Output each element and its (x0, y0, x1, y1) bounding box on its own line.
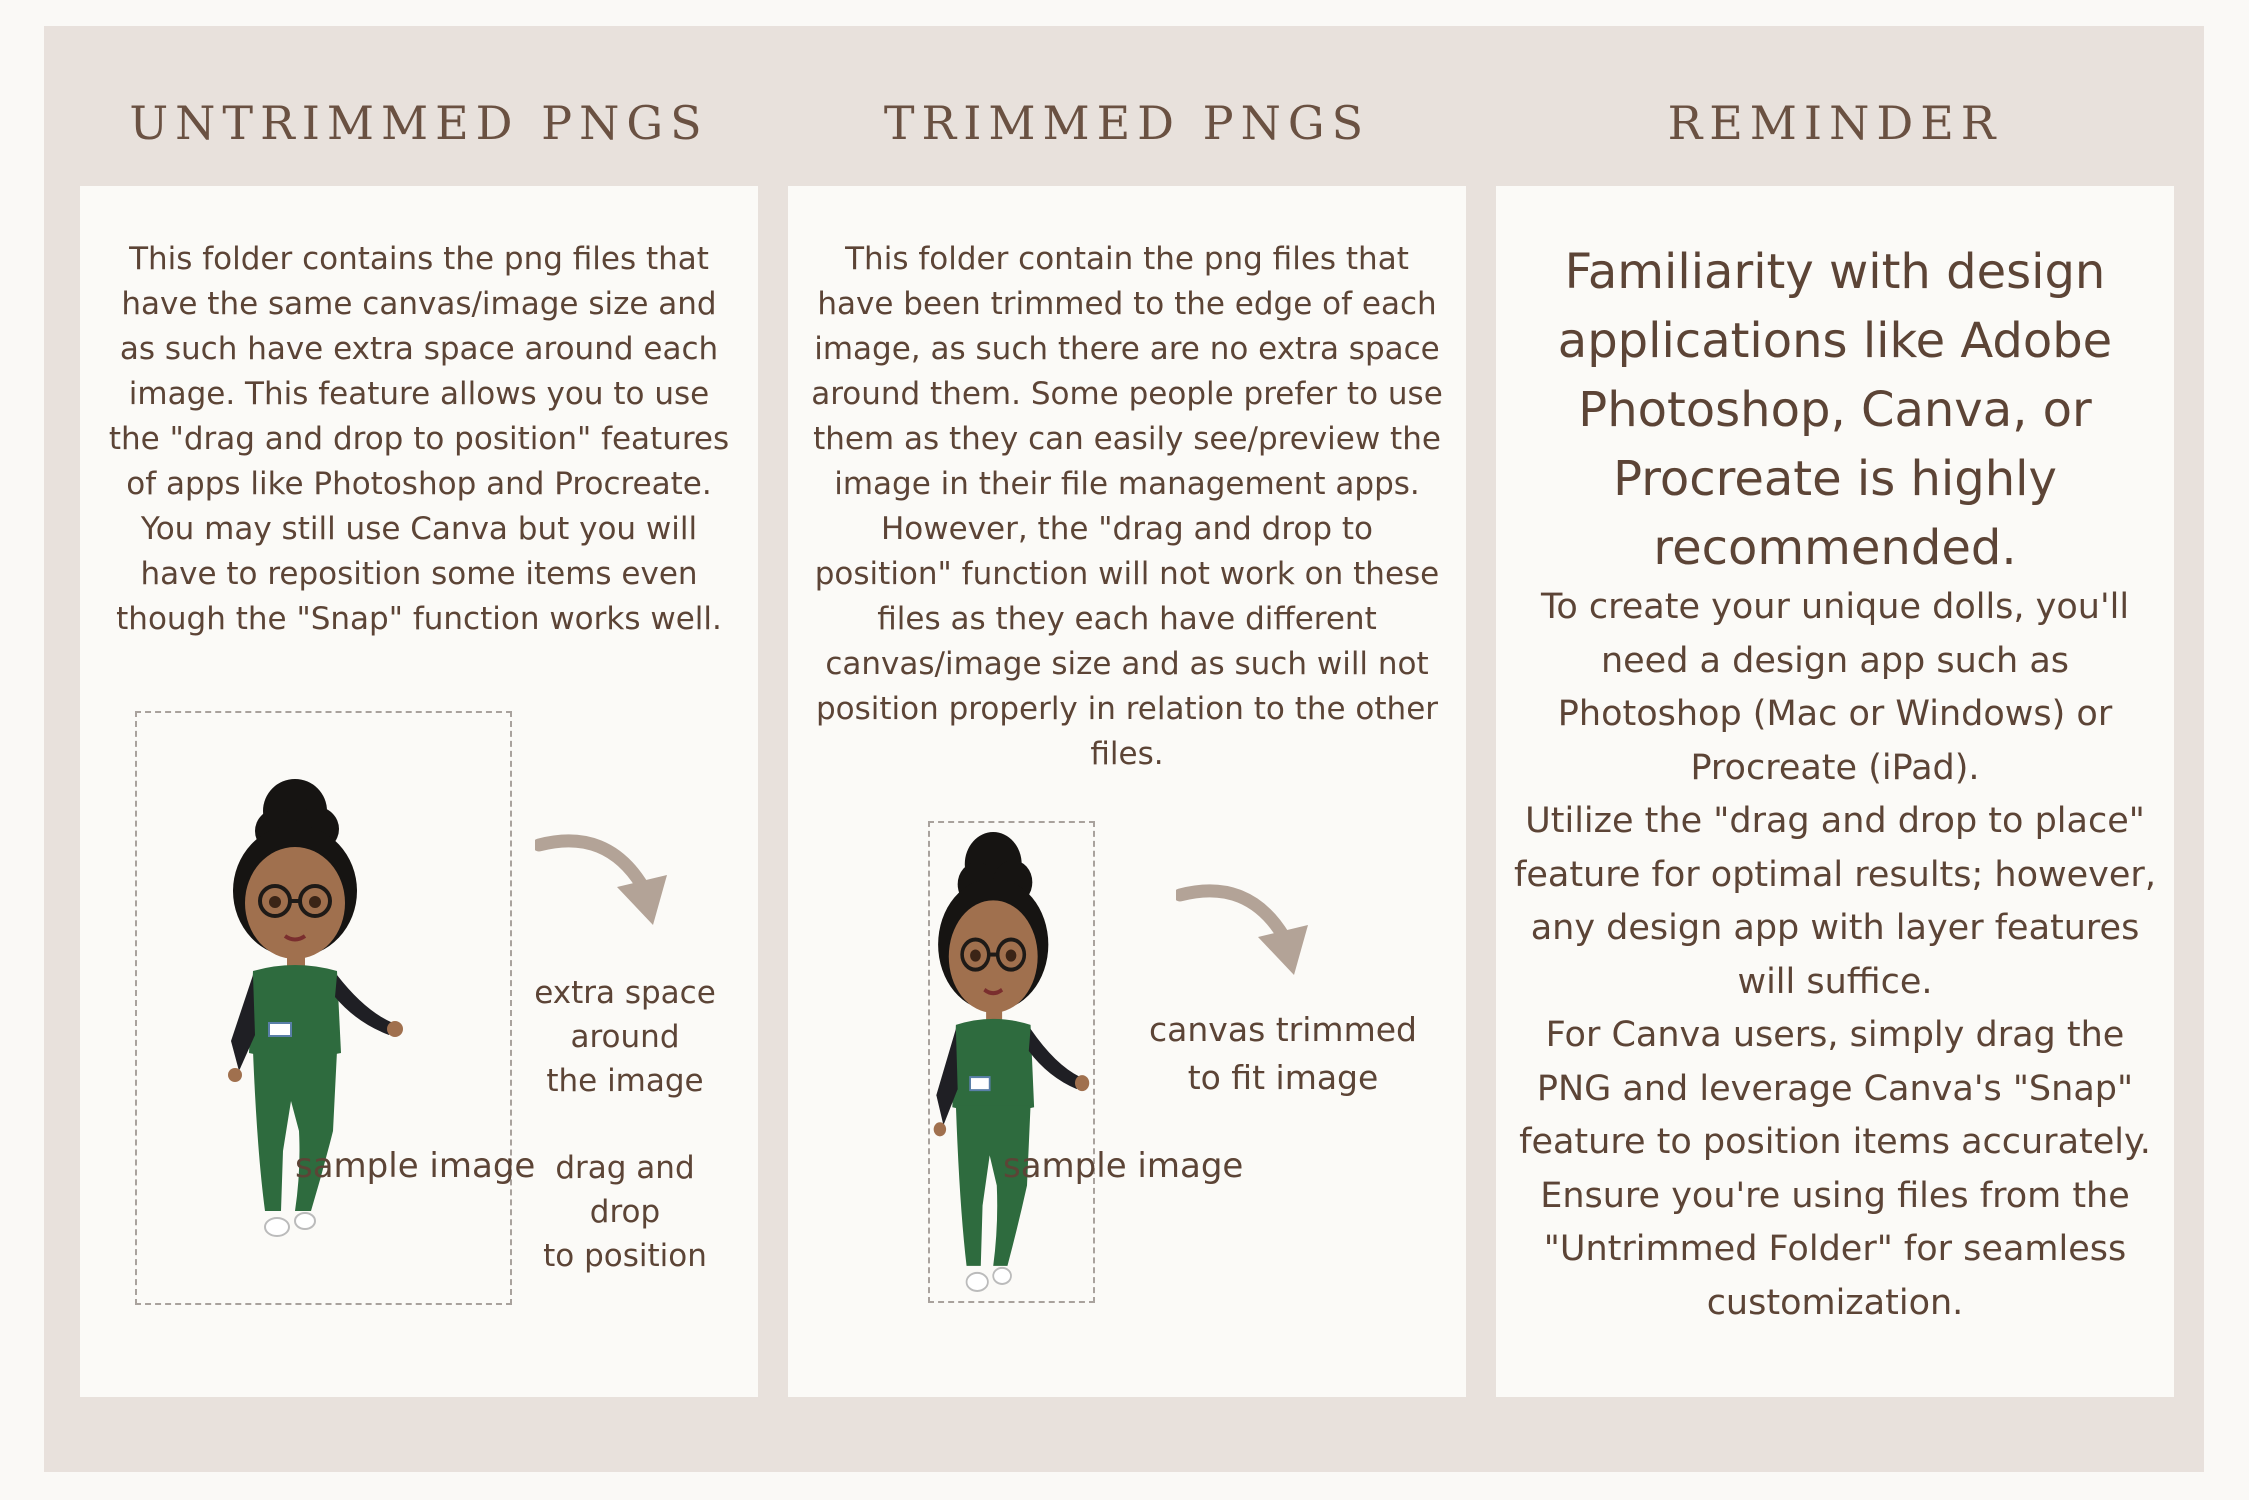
curved-arrow-icon (1176, 871, 1316, 981)
note-extra-space-line: around (570, 1019, 680, 1055)
untrimmed-description: This folder contains the png files that have the same canvas/image size and as such have extra space around each image. This feature allows you to use the "drag and drop to position" features of apps like Photoshop and Procreate. You may still use Canva but you will have to reposition some items even though the "Snap" function works well. (108, 241, 730, 637)
card-untrimmed (80, 186, 758, 1397)
title-trimmed: TRIMMED PNGS (883, 96, 1371, 150)
reminder-heading: Familiarity with design applications like Adobe Photoshop, Canva, or Procreate is highly recommended. (1557, 244, 2113, 576)
reminder-paragraph: Utilize the "drag and drop to place" feature for optimal results; however, any design app with layer features will suffice. (1514, 801, 2156, 1002)
trimmed-description: This folder contain the png files that have been trimmed to the edge of each image, as such there are no extra space around them. Some people prefer to use them as they can easily see/preview the image in their file management apps. However, the "drag and drop to position" function will not work on these files as they each have different canvas/image size and as such will not position properly in relation to the other files. (811, 241, 1443, 772)
doll-figure-icon (931, 824, 1091, 1296)
title-reminder: REMINDER (1667, 96, 2003, 150)
reminder-paragraph: For Canva users, simply drag the PNG and leverage Canva's "Snap" feature to position items accurately. Ensure you're using files from the "Untrimmed Folder" for seamless customization. (1519, 1015, 2151, 1323)
sample-image-label: sample image (295, 1146, 536, 1186)
sample-image-label: sample image (1003, 1146, 1244, 1186)
reminder-paragraph: To create your unique dolls, you'll need a design app such as Photoshop (Mac or Windows) or Procreate (iPad). (1540, 587, 2130, 788)
title-untrimmed: UNTRIMMED PNGS (129, 96, 709, 150)
note-drag-drop (520, 1146, 730, 1278)
note-extra-space-line: the image (546, 1063, 704, 1099)
reminder-body (1506, 581, 2164, 1330)
note-extra-space (520, 971, 730, 1103)
note-drag-drop-line: drag and drop (555, 1150, 695, 1230)
note-canvas-trimmed-line: canvas trimmed (1149, 1010, 1417, 1049)
note-drag-drop-line: to position (543, 1238, 707, 1274)
curved-arrow-icon (535, 821, 675, 931)
note-extra-space-line: extra space (534, 975, 716, 1011)
note-canvas-trimmed-line: to fit image (1187, 1058, 1379, 1097)
card-trimmed (788, 186, 1466, 1397)
card-reminder (1496, 186, 2174, 1397)
note-canvas-trimmed (1128, 1006, 1438, 1102)
